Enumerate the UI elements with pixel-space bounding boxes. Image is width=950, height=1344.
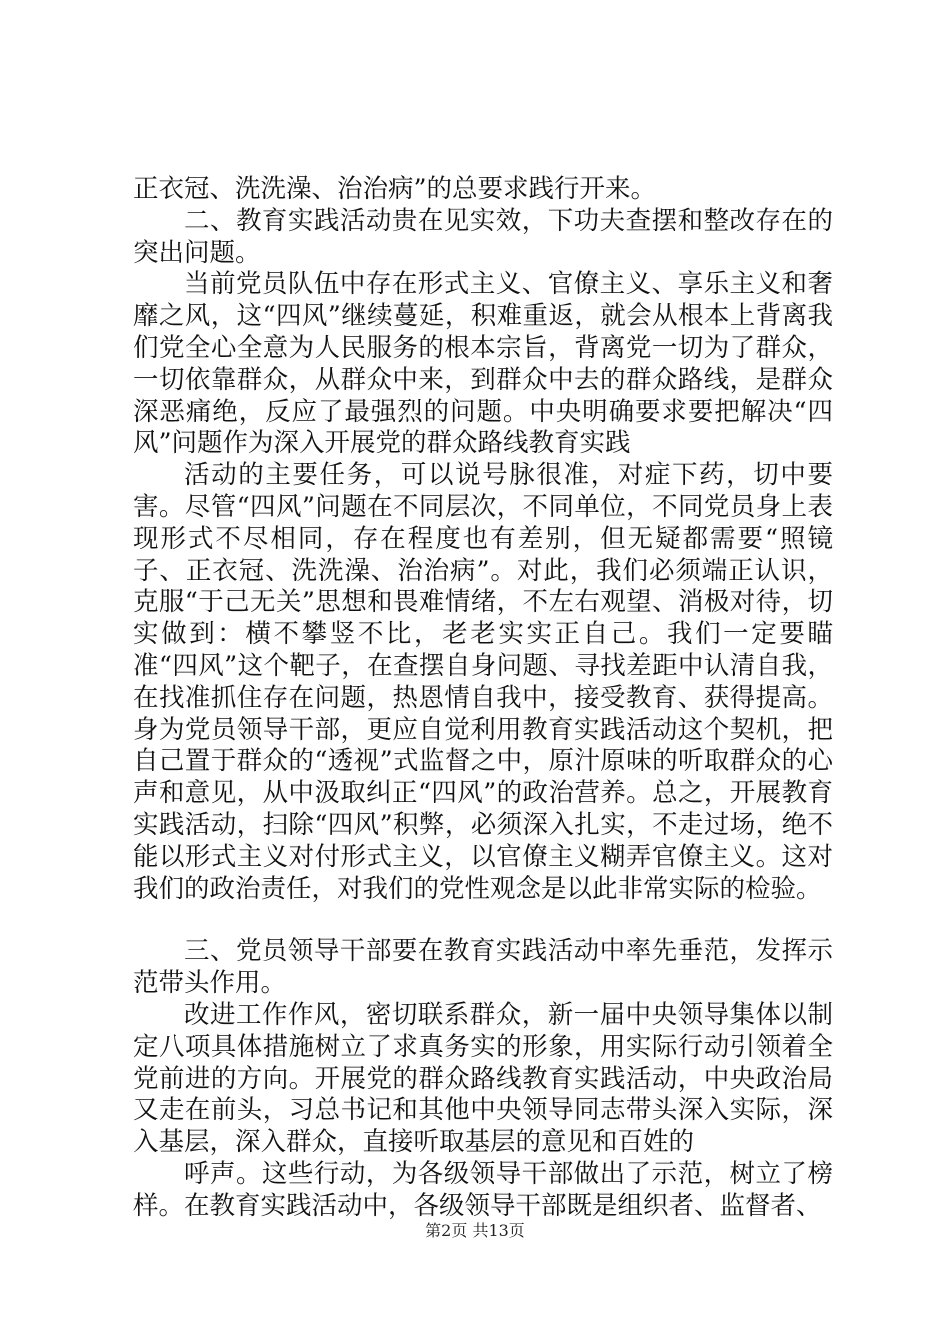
paragraph-5: 三、党员领导干部要在教育实践活动中率先垂范，发挥示范带头作用。 bbox=[133, 936, 833, 999]
paragraph-7: 呼声。这些行动，为各级领导干部做出了示范，树立了榜样。在教育实践活动中，各级领导干部既是组织者、监督者、 bbox=[133, 1158, 833, 1221]
document-body bbox=[133, 174, 833, 1223]
paragraph-4: 活动的主要任务，可以说号脉很准，对症下药，切中要害。尽管“四风”问题在不同层次，不同单位，不同党员身上表现形式不尽相同，存在程度也有差别，但无疑都需要“照镜子、正衣冠、洗洗澡、治治病”。对此，我们必须端正认识，克服“于己无关”思想和畏难情绪，不左右观望、消极对待，切实做到：横不攀竖不比，老老实实正自己。我们一定要瞄准“四风”这个靶子，在查摆自身问题、寻找差距中认清自我，在找准抓住存在问题，热恩情自我中，接受教育、获得提高。身为党员领导干部，更应自觉利用教育实践活动这个契机，把自己置于群众的“透视”式监督之中，原汁原味的听取群众的心声和意见，从中汲取纠正“四风”的政治营养。总之，开展教育实践活动，扫除“四风”积弊，必须深入扎实，不走过场，绝不能以形式主义对付形式主义，以官僚主义糊弄官僚主义。这对我们的政治责任，对我们的党性观念是以此非常实际的检验。 bbox=[133, 460, 833, 904]
paragraph-3: 当前党员队伍中存在形式主义、官僚主义、享乐主义和奢靡之风，这“四风”继续蔓延，积难重返，就会从根本上背离我们党全心全意为人民服务的根本宗旨，背离党一切为了群众，一切依靠群众，从群众中来，到群众中去的群众路线，是群众深恶痛绝，反应了最强烈的问题。中央明确要求要把解决“四风”问题作为深入开展党的群众路线教育实践 bbox=[133, 269, 833, 459]
paragraph-6: 改进工作作风，密切联系群众，新一届中央领导集体以制定八项具体措施树立了求真务实的形象，用实际行动引领着全党前进的方向。开展党的群众路线教育实践活动，中央政治局又走在前头，习总书记和其他中央领导同志带头深入实际，深入基层，深入群众，直接听取基层的意见和百姓的 bbox=[133, 999, 833, 1158]
paragraph-2: 二、教育实践活动贵在见实效，下功夫查摆和整改存在的突出问题。 bbox=[133, 205, 833, 268]
paragraph-1: 正衣冠、洗洗澡、治治病”的总要求践行开来。 bbox=[133, 174, 657, 204]
page-footer: 第2页 共13页 bbox=[425, 1221, 525, 1240]
